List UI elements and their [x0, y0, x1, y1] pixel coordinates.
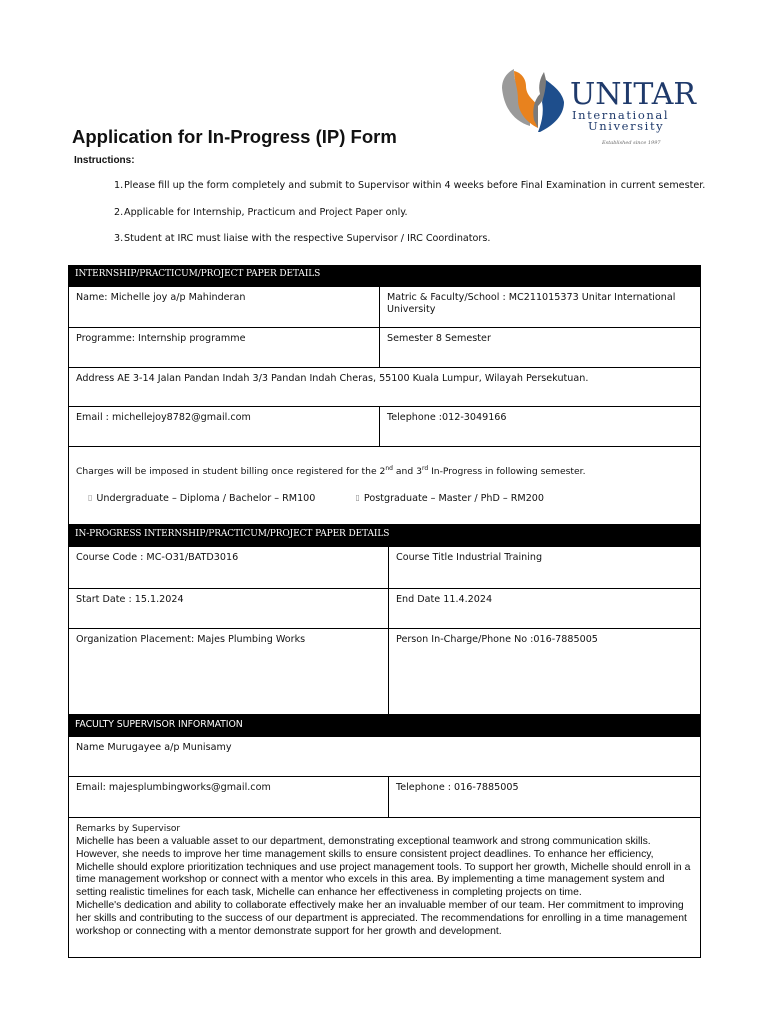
unitar-logo: [500, 66, 705, 150]
logo-line1: International: [572, 108, 670, 122]
semester-field[interactable]: Semester 8 Semester: [379, 328, 700, 367]
end-date-field[interactable]: End Date 11.4.2024: [388, 589, 700, 628]
instruction-number: 3.: [114, 233, 124, 244]
logo-line2: University: [588, 119, 665, 133]
undergraduate-checkbox[interactable]: ▯: [88, 493, 93, 503]
unitar-emblem-icon: [500, 66, 705, 150]
section-header-supervisor: FACULTY SUPERVISOR INFORMATION: [68, 715, 701, 737]
remarks-paragraph-2: Michelle's dedication and ability to collaborate effectively make her an invaluable member of our team. Her commitment to improving her skills and contributing to the success of our department is appreciated. The recommendations for enrolling in a time management workshop or connecting with a mentor demonstrate support for her growth and development.: [76, 899, 687, 937]
undergraduate-option-label: Undergraduate – Diploma / Bachelor – RM100: [96, 493, 316, 505]
student-name-field[interactable]: Name: Michelle joy a/p Mahinderan: [76, 292, 246, 303]
row-programme-semester: [68, 328, 701, 368]
person-in-charge-field[interactable]: Person In-Charge/Phone No :016-7885005: [388, 629, 700, 714]
supervisor-name-field[interactable]: Name Murugayee a/p Munisamy: [76, 742, 232, 753]
student-email-field[interactable]: Email : michellejoy8782@gmail.com: [76, 412, 251, 423]
section-header-in-progress: IN-PROGRESS INTERNSHIP/PRACTICUM/PROJECT PAPER DETAILS: [68, 525, 701, 547]
row-placement: [68, 629, 701, 715]
row-name-matric: [68, 287, 701, 328]
programme-field[interactable]: Programme: Internship programme: [76, 333, 246, 344]
charges-options: [76, 492, 693, 505]
row-dates: [68, 589, 701, 629]
instruction-item-1: [114, 180, 705, 191]
remarks-paragraph-1: Michelle has been a valuable asset to our department, demonstrating exceptional teamwork and strong communication skills. However, she needs to improve her time management skills to ensure consistent project deadlines. To enhance her efficiency, Michelle should explore prioritization techniques and use project management tools. To support her growth, Michelle should enroll in a time management workshop or connect with a mentor who excels in this area. By implementing a time management system and setting realistic timelines for each task, Michelle can enhance her effectiveness in completing projects on time.: [76, 836, 691, 899]
postgraduate-option-label: Postgraduate – Master / PhD – RM200: [363, 493, 545, 505]
postgraduate-checkbox[interactable]: ▯: [355, 493, 360, 503]
application-form: [68, 265, 701, 958]
course-code-field[interactable]: Course Code : MC-O31/BATD3016: [76, 552, 239, 563]
charges-text: Charges will be imposed in student billing once registered for the 2nd and 3rd In-Progress in following semester.: [76, 465, 586, 478]
row-supervisor-name: [68, 737, 701, 777]
row-remarks: [68, 818, 701, 958]
charges-cell: [69, 447, 700, 524]
student-telephone-field[interactable]: Telephone :012-3049166: [379, 407, 700, 446]
section-header-details: INTERNSHIP/PRACTICUM/PROJECT PAPER DETAILS: [68, 265, 701, 287]
remarks-field[interactable]: [69, 818, 700, 957]
instruction-text: Please fill up the form completely and submit to Supervisor within 4 weeks before Final Examination in current semester.: [124, 180, 706, 191]
logo-tagline: Established since 1997: [602, 140, 661, 146]
instruction-item-2: [114, 207, 408, 218]
matric-field[interactable]: Matric & Faculty/School : MC211015373 Unitar International University: [379, 287, 700, 327]
instruction-number: 1.: [114, 180, 124, 191]
row-supervisor-contact: [68, 777, 701, 818]
supervisor-email-field[interactable]: Email: majesplumbingworks@gmail.com: [76, 782, 271, 793]
course-title-field[interactable]: Course Title Industrial Training: [388, 547, 700, 588]
form-title: Application for In-Progress (IP) Form: [72, 126, 397, 147]
instruction-number: 2.: [114, 207, 124, 218]
instructions-heading: Instructions:: [74, 155, 135, 166]
organization-placement-field[interactable]: Organization Placement: Majes Plumbing Works: [76, 634, 306, 645]
instruction-text: Applicable for Internship, Practicum and Project Paper only.: [124, 207, 408, 218]
row-address: [68, 368, 701, 407]
address-field[interactable]: Address AE 3-14 Jalan Pandan Indah 3/3 Pandan Indah Cheras, 55100 Kuala Lumpur, Wilayah Persekutuan.: [76, 373, 589, 384]
start-date-field[interactable]: Start Date : 15.1.2024: [76, 594, 184, 605]
instruction-text: Student at IRC must liaise with the respective Supervisor / IRC Coordinators.: [124, 233, 491, 244]
instruction-item-3: [114, 233, 490, 244]
supervisor-telephone-field[interactable]: Telephone : 016-7885005: [388, 777, 700, 817]
logo-name: UNITAR: [570, 77, 697, 112]
row-email-telephone: [68, 407, 701, 447]
remarks-label: Remarks by Supervisor: [76, 824, 181, 834]
row-charges: [68, 447, 701, 525]
row-course: [68, 547, 701, 589]
